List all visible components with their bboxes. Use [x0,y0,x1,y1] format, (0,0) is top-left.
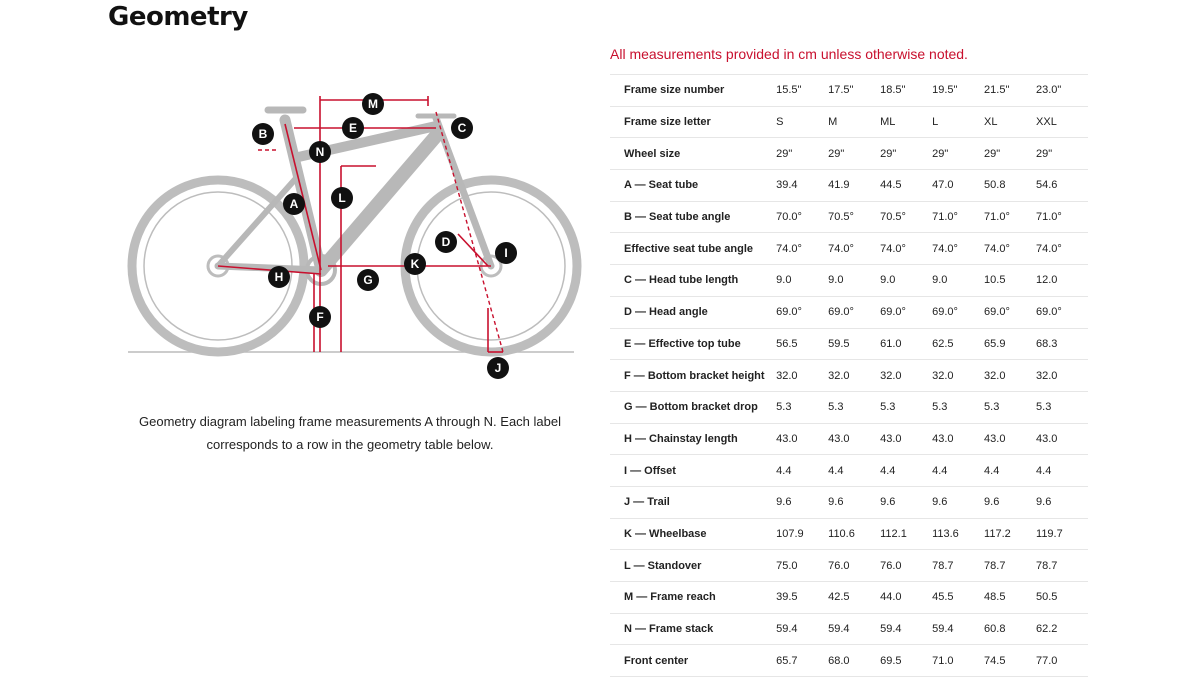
row-label: A — Seat tube [610,170,776,202]
row-label: H — Chainstay length [610,423,776,455]
table-row [610,486,1088,518]
table-cell: 107.9 [776,518,828,550]
table-cell: 43.0 [776,423,828,455]
row-label: I — Offset [610,455,776,487]
table-cell: 113.6 [932,518,984,550]
table-cell: 68.0 [828,645,880,677]
table-cell: 48.5 [984,582,1036,614]
svg-text:G: G [363,273,373,287]
row-label: J — Trail [610,486,776,518]
table-cell: 43.0 [932,423,984,455]
table-cell: 43.0 [828,423,880,455]
table-cell: ML [880,106,932,138]
table-cell: 44.0 [880,582,932,614]
svg-text:N: N [315,145,325,159]
row-label: Wheel size [610,138,776,170]
table-cell: 5.3 [776,391,828,423]
table-cell: 9.6 [984,486,1036,518]
table-cell: 60.8 [984,613,1036,645]
table-cell: XL [984,106,1036,138]
table-cell: 78.7 [984,550,1036,582]
table-cell: 9.0 [880,265,932,297]
page-title: Geometry [108,2,248,32]
table-cell: 71.0 [932,645,984,677]
marker-e [342,117,364,139]
table-cell: XXL [1036,106,1088,138]
table-row [610,75,1088,107]
svg-text:M: M [368,97,378,111]
table-cell: 29" [984,138,1036,170]
table-cell: 9.0 [776,265,828,297]
svg-text:I: I [504,246,508,260]
table-cell: 74.0° [828,233,880,265]
table-row [610,265,1088,297]
row-label: Front center [610,645,776,677]
table-cell: 54.6 [1036,170,1088,202]
table-row [610,423,1088,455]
marker-c [451,117,473,139]
svg-text:K: K [410,257,420,271]
table-cell: 78.7 [932,550,984,582]
table-cell: 32.0 [880,360,932,392]
table-cell: 112.1 [880,518,932,550]
table-cell: 69.0° [776,296,828,328]
table-cell: 9.0 [932,265,984,297]
table-cell: 32.0 [1036,360,1088,392]
svg-text:A: A [289,197,299,211]
table-cell: 59.4 [776,613,828,645]
row-label: Effective seat tube angle [610,233,776,265]
table-cell: S [776,106,828,138]
table-cell: 32.0 [828,360,880,392]
table-cell: 59.5 [828,328,880,360]
table-cell: 50.8 [984,170,1036,202]
table-cell: 45.5 [932,582,984,614]
row-label: C — Head tube length [610,265,776,297]
row-label: Frame size letter [610,106,776,138]
table-cell: 41.9 [828,170,880,202]
table-row [610,550,1088,582]
table-cell: 4.4 [984,455,1036,487]
table-cell: 71.0° [932,201,984,233]
table-cell: 69.0° [828,296,880,328]
table-row [610,518,1088,550]
svg-text:C: C [457,121,467,135]
svg-text:B: B [258,127,268,141]
row-label: D — Head angle [610,296,776,328]
table-cell: 5.3 [1036,391,1088,423]
table-cell: 69.0° [984,296,1036,328]
table-cell: 50.5 [1036,582,1088,614]
marker-d [435,231,457,253]
marker-a [283,193,305,215]
row-label: K — Wheelbase [610,518,776,550]
table-cell: 23.0" [1036,75,1088,107]
svg-text:L: L [338,191,346,205]
row-label: B — Seat tube angle [610,201,776,233]
table-cell: 59.4 [932,613,984,645]
table-cell: 9.6 [828,486,880,518]
marker-l [331,187,353,209]
row-label: E — Effective top tube [610,328,776,360]
row-label: L — Standover [610,550,776,582]
table-cell: 39.5 [776,582,828,614]
table-cell: 9.6 [880,486,932,518]
table-cell: 21.5" [984,75,1036,107]
table-row [610,645,1088,677]
table-cell: 75.0 [776,550,828,582]
table-row [610,170,1088,202]
geometry-diagram [118,88,588,388]
table-cell: 12.0 [1036,265,1088,297]
table-cell: 74.0° [880,233,932,265]
table-cell: 4.4 [932,455,984,487]
row-label: F — Bottom bracket height [610,360,776,392]
marker-j [487,357,509,379]
geometry-table [610,74,1088,677]
table-cell: 29" [828,138,880,170]
table-cell: 74.0° [984,233,1036,265]
table-cell: 5.3 [984,391,1036,423]
table-cell: 70.5° [880,201,932,233]
table-row [610,582,1088,614]
table-cell: 68.3 [1036,328,1088,360]
table-row [610,138,1088,170]
table-cell: 4.4 [1036,455,1088,487]
table-cell: 74.0° [776,233,828,265]
table-cell: L [932,106,984,138]
table-cell: 61.0 [880,328,932,360]
table-cell: 62.5 [932,328,984,360]
table-cell: 39.4 [776,170,828,202]
table-cell: 119.7 [1036,518,1088,550]
table-cell: 32.0 [984,360,1036,392]
table-cell: 117.2 [984,518,1036,550]
table-cell: 59.4 [828,613,880,645]
table-cell: 42.5 [828,582,880,614]
svg-text:F: F [316,310,324,324]
table-cell: 29" [932,138,984,170]
table-cell: 69.0° [1036,296,1088,328]
table-cell: 65.7 [776,645,828,677]
marker-k [404,253,426,275]
table-cell: 71.0° [984,201,1036,233]
marker-i [495,242,517,264]
table-cell: 9.6 [1036,486,1088,518]
table-cell: 5.3 [828,391,880,423]
marker-h [268,266,290,288]
marker-n [309,141,331,163]
table-cell: 4.4 [776,455,828,487]
table-cell: 17.5" [828,75,880,107]
svg-text:H: H [274,270,284,284]
table-cell: 69.0° [932,296,984,328]
table-cell: 29" [1036,138,1088,170]
table-cell: 4.4 [880,455,932,487]
table-cell: 4.4 [828,455,880,487]
svg-text:J: J [494,361,502,375]
marker-f [309,306,331,328]
table-cell: 76.0 [880,550,932,582]
svg-text:E: E [348,121,358,135]
marker-b [252,123,274,145]
table-cell: 69.5 [880,645,932,677]
table-row [610,201,1088,233]
table-cell: M [828,106,880,138]
table-cell: 62.2 [1036,613,1088,645]
table-cell: 10.5 [984,265,1036,297]
table-cell: 70.5° [828,201,880,233]
table-cell: 15.5" [776,75,828,107]
row-label: G — Bottom bracket drop [610,391,776,423]
table-row [610,360,1088,392]
table-cell: 18.5" [880,75,932,107]
table-cell: 47.0 [932,170,984,202]
table-cell: 5.3 [932,391,984,423]
table-cell: 9.0 [828,265,880,297]
row-label: N — Frame stack [610,613,776,645]
table-cell: 32.0 [776,360,828,392]
table-row [610,233,1088,265]
marker-g [357,269,379,291]
table-row [610,455,1088,487]
table-cell: 56.5 [776,328,828,360]
table-cell: 78.7 [1036,550,1088,582]
table-cell: 74.0° [1036,233,1088,265]
table-cell: 5.3 [880,391,932,423]
table-cell: 29" [776,138,828,170]
row-label: Frame size number [610,75,776,107]
table-cell: 110.6 [828,518,880,550]
table-cell: 71.0° [1036,201,1088,233]
svg-text:D: D [441,235,451,249]
table-cell: 9.6 [932,486,984,518]
row-label: M — Frame reach [610,582,776,614]
table-cell: 29" [880,138,932,170]
table-cell: 77.0 [1036,645,1088,677]
table-cell: 76.0 [828,550,880,582]
table-cell: 74.5 [984,645,1036,677]
table-row [610,106,1088,138]
table-row [610,296,1088,328]
table-cell: 43.0 [1036,423,1088,455]
table-row [610,391,1088,423]
diagram-caption: Geometry diagram labeling frame measurements A through N. Each label corresponds to a row in the geometry table below. [139,414,561,452]
table-cell: 69.0° [880,296,932,328]
table-cell: 9.6 [776,486,828,518]
table-cell: 43.0 [880,423,932,455]
table-cell: 19.5" [932,75,984,107]
table-cell: 70.0° [776,201,828,233]
table-cell: 43.0 [984,423,1036,455]
table-cell: 44.5 [880,170,932,202]
table-cell: 65.9 [984,328,1036,360]
measurement-note: All measurements provided in cm unless otherwise noted. [610,46,968,62]
table-cell: 74.0° [932,233,984,265]
table-row [610,328,1088,360]
marker-m [362,93,384,115]
table-row [610,613,1088,645]
table-cell: 32.0 [932,360,984,392]
table-cell: 59.4 [880,613,932,645]
